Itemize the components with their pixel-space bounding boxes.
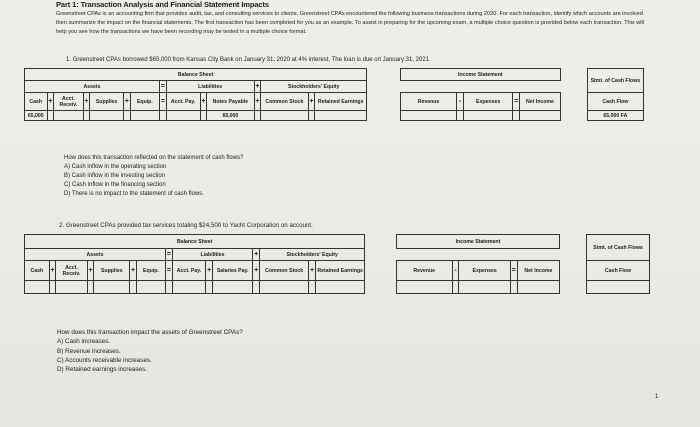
transaction-2-question-block [57,328,243,374]
t2-revenue-value[interactable] [396,281,452,294]
t2-option-d[interactable]: D) Retained earnings increases. [57,366,147,374]
t1-equals-sign: = [513,93,520,111]
t2-plus-sign: + [309,261,316,281]
t2-plus-sign: + [49,261,56,281]
t2-cash-col: Cash [25,261,50,281]
t1-expenses-col: Expenses [463,93,513,111]
t1-net-income-col: Net Income [520,93,561,111]
t1-expenses-value [463,111,513,121]
t1-blank-op [308,111,315,121]
t2-blank-op [130,281,137,294]
t1-assets-header: Assets [25,81,160,93]
t1-cash-flow-col: Cash Flow [587,93,643,111]
t1-retained-earnings-col: Retained Earnings [315,93,367,111]
t1-blank-op [160,111,167,121]
t1-blank-op [124,111,131,121]
t1-acct-receiv-col: Acct. Receiv. [54,93,83,111]
t1-minus-sign: - [457,93,464,111]
t2-common-stock-col: Common Stock [260,261,309,281]
t2-plus-sign: + [253,249,260,261]
t2-blank-op [49,281,56,294]
t1-blank-op [200,111,207,121]
intro-paragraph: Greenstreet CPAs is an accounting firm that provides audit, tax, and consulting services to clients. Greenstreet CPAs encountered the following business transactions during 2020. For each transaction, identify which accounts are involved then summarize the impact on the financial statements. The first transaction has been completed for you as an example. To assist in preparing for the upcoming exam, a multiple choice question is provided below each transaction. This will help you see how the transactions we have been recording may be tested in a multiple choice format. [56,11,644,35]
t2-blank-op [253,281,260,294]
t1-plus-sign: + [254,93,261,111]
t2-income-statement-header: Income Statement [396,235,559,249]
page-number: 1 [655,394,659,400]
t1-option-a[interactable]: A) Cash inflow in the operating section [64,164,167,170]
t2-cash-flow-value[interactable] [587,281,650,294]
transaction-1-title: 1. Greenstreet CPAs borrowed $65,000 from Kansas City Bank on January 31, 2020 at 4% interest. The loan is due on January 31, 2021. [66,57,431,63]
t2-common-stock-value[interactable] [260,281,309,294]
t2-balance-sheet-header: Balance Sheet [25,235,365,249]
t2-cash-value[interactable] [25,281,50,294]
t2-blank-op [87,281,94,294]
t1-notes-payable-col: Notes Payable [207,93,254,111]
t1-blank-op [47,111,54,121]
t2-net-income-value[interactable] [517,281,560,294]
t1-equip-value [130,111,159,121]
t2-retained-earnings-value[interactable] [315,281,364,294]
t1-cash-flows-header: Stmt. of Cash Flows [587,69,643,93]
t1-blank-op [513,111,520,121]
t2-assets-header: Assets [25,249,166,261]
t2-acct-receiv-col: Acct. Receiv. [56,261,87,281]
t1-acct-pay-value [166,111,200,121]
t2-equals-sign: = [510,261,517,281]
t1-acct-receiv-value [54,111,83,121]
t1-common-stock-value [261,111,308,121]
t2-plus-sign: + [130,261,137,281]
t1-question: How does this transaction reflected on the statement of cash flows? [64,155,244,161]
t2-net-income-col: Net Income [517,261,560,281]
t2-supplies-value[interactable] [94,281,130,294]
t2-acct-receiv-value[interactable] [56,281,87,294]
transaction-1-question-block [64,154,243,199]
t1-notes-payable-value: 65,000 [207,111,254,121]
t2-salaries-pay-value[interactable] [213,281,253,294]
t1-equals-sign: = [160,93,167,111]
t2-equip-col: Equip. [136,261,165,281]
t2-acct-pay-value[interactable] [172,281,206,294]
t2-option-b[interactable]: B) Revenue increases. [57,347,121,355]
t2-expenses-value[interactable] [459,281,511,294]
t2-blank-op [510,281,517,294]
t1-blank-op [254,111,261,121]
t2-blank-op [206,281,213,294]
transaction-1-table [24,68,644,121]
t2-option-a[interactable]: A) Cash increases. [57,338,111,346]
t2-cash-flows-header: Stmt. of Cash Flows [587,235,650,261]
t1-equity-header: Stockholders' Equity [261,81,367,93]
t1-balance-sheet-header: Balance Sheet [25,69,367,81]
t1-acct-pay-col: Acct. Pay. [166,93,200,111]
t1-plus-sign: + [124,93,131,111]
t2-cash-flow-col: Cash Flow [587,261,650,281]
t2-retained-earnings-col: Retained Earnings [315,261,364,281]
t2-blank-op [309,281,316,294]
t1-cash-flow-value: 65,000 FA [587,111,643,121]
t2-option-c[interactable]: C) Accounts receivable increases. [57,356,152,364]
t2-supplies-col: Supplies [94,261,130,281]
t1-cash-col: Cash [25,93,48,111]
t1-cash-value: 65,000 [25,111,48,121]
t1-option-c[interactable]: C) Cash inflow in the financing section [64,182,166,188]
t2-plus-sign: + [87,261,94,281]
t2-revenue-col: Revenue [396,261,452,281]
page-title: Part 1: Transaction Analysis and Financial Statement Impacts [56,0,269,9]
t1-plus-sign: + [200,93,207,111]
t2-equals-sign: = [166,261,173,281]
t2-minus-sign: - [452,261,459,281]
t1-option-d[interactable]: D) There is no impact to the statement of cash flows. [64,191,204,197]
t1-equals-sign: = [160,81,167,93]
transaction-2-table [24,234,650,294]
t2-equals-sign: = [166,249,173,261]
t2-plus-sign: + [253,261,260,281]
t2-equity-header: Stockholders' Equity [260,249,365,261]
t1-plus-sign: + [83,93,90,111]
t2-salaries-pay-col: Salaries Pay. [213,261,253,281]
t2-acct-pay-col: Acct. Pay. [172,261,206,281]
t2-liabilities-header: Liabilities [172,249,253,261]
t1-revenue-col: Revenue [400,93,456,111]
t1-plus-sign: + [47,93,54,111]
t1-liabilities-header: Liabilities [166,81,254,93]
t1-common-stock-col: Common Stock [261,93,308,111]
t1-equip-col: Equip. [130,93,159,111]
t1-net-income-value [520,111,561,121]
t1-supplies-col: Supplies [90,93,124,111]
t2-blank-op [166,281,173,294]
t2-blank-op [452,281,459,294]
t1-retained-earnings-value [315,111,367,121]
t1-income-statement-header: Income Statement [400,69,560,81]
t2-plus-sign: + [206,261,213,281]
t2-equip-value[interactable] [136,281,165,294]
t2-expenses-col: Expenses [459,261,511,281]
t1-supplies-value [90,111,124,121]
t1-plus-sign: + [254,81,261,93]
t1-blank-op [457,111,464,121]
t1-blank-op [83,111,90,121]
t2-question: How does this transaction impact the assets of Greenstreet CPAs? [57,329,243,336]
transaction-2-title: 2. Greenstreet CPAs provided tax services totaling $24,500 to Yacht Corporation on account. [59,222,313,229]
t1-plus-sign: + [308,93,315,111]
t1-option-b[interactable]: B) Cash inflow in the investing section [64,173,166,179]
t1-revenue-value [400,111,456,121]
